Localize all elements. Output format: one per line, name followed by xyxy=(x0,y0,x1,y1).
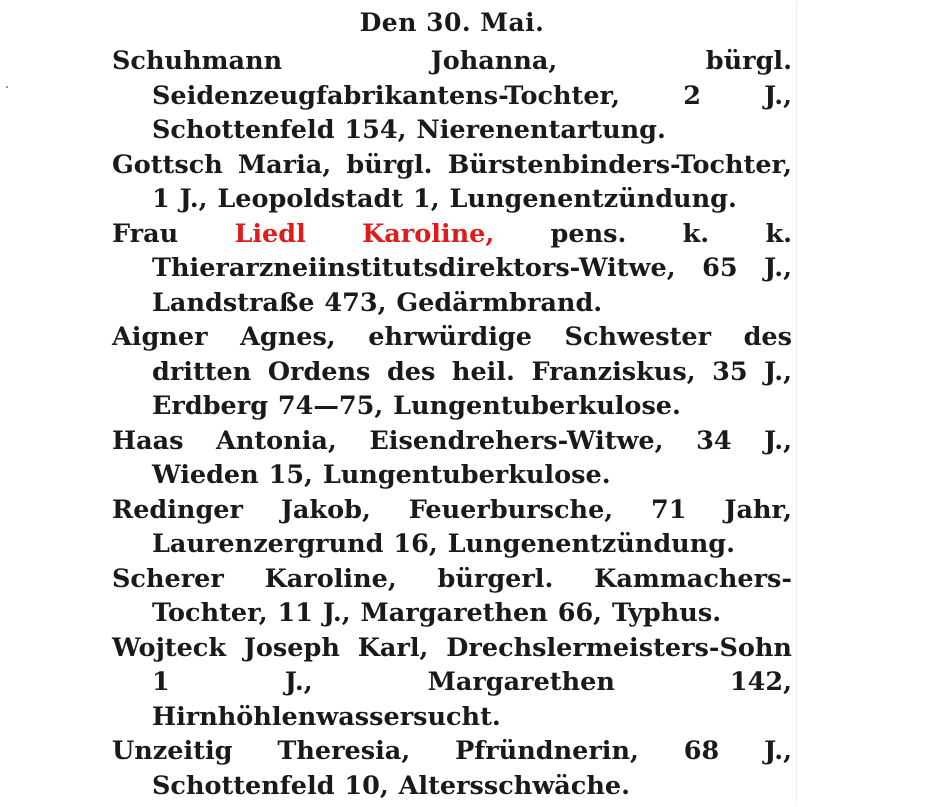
death-notice-entry xyxy=(112,320,792,424)
entry-details: pens. k. k. Thierarzneiinstitutsdirektors-Witwe, 65 J., Landstraße 473, Gedärmbrand. xyxy=(152,218,792,318)
entry-details: bürgerl. Kammachers-Tochter, 11 J., Margarethen 66, Typhus. xyxy=(152,563,792,628)
entry-name: Gottsch Maria, xyxy=(112,149,332,180)
entry-details: Feuerbursche, 71 Jahr, Laurenzergrund 16, Lungenentzündung. xyxy=(152,494,793,559)
death-notice-list xyxy=(112,44,792,803)
death-notice-entry xyxy=(112,734,792,803)
entry-name: Haas Antonia, xyxy=(112,425,337,456)
entry-name-highlighted: Liedl Karoline, xyxy=(234,218,495,249)
entry-name: Schuhmann Johanna, xyxy=(112,46,558,76)
entry-name: Wojteck Joseph Karl, xyxy=(112,632,429,663)
entry-name: Unzeitig Theresia, xyxy=(112,736,411,766)
death-notice-entry xyxy=(112,493,792,562)
margin-speck xyxy=(6,86,8,88)
entry-name: Scherer Karoline, xyxy=(112,563,397,594)
death-notice-entry xyxy=(112,424,792,493)
column-edge xyxy=(796,2,797,802)
death-notice-entry xyxy=(112,631,792,735)
death-notice-entry xyxy=(112,44,792,148)
text-column xyxy=(112,0,792,807)
entry-name: Redinger Jakob, xyxy=(112,494,371,525)
entry-details: Pfründnerin, 68 J., Schottenfeld 10, Altersschwäche. xyxy=(152,736,792,801)
death-notice-entry xyxy=(112,148,792,217)
death-notice-entry xyxy=(112,562,792,631)
entry-details: bürgl. Bürstenbinders-Tochter, 1 J., Leopoldstadt 1, Lungenentzündung. xyxy=(152,149,792,214)
entry-name: Aigner Agnes, xyxy=(112,322,336,352)
entry-details: Eisendrehers-Witwe, 34 J., Wieden 15, Lungentuberkulose. xyxy=(152,425,792,490)
entry-details: bürgl. Seidenzeugfabrikantens-Tochter, 2 J., Schottenfeld 154, Nierenentartung. xyxy=(152,46,792,145)
death-notice-entry xyxy=(112,217,792,321)
entry-details: ehrwürdige Schwester des dritten Ordens des heil. Franziskus, 35 J., Erdberg 74—75, Lungentuberkulose. xyxy=(152,322,792,421)
entry-details: Drechslermeisters-Sohn 1 J., Margarethen 142, Hirnhöhlenwassersucht. xyxy=(152,632,792,732)
entry-prefix: Frau xyxy=(112,218,235,249)
date-heading: Den 30. Mai. xyxy=(359,8,545,37)
